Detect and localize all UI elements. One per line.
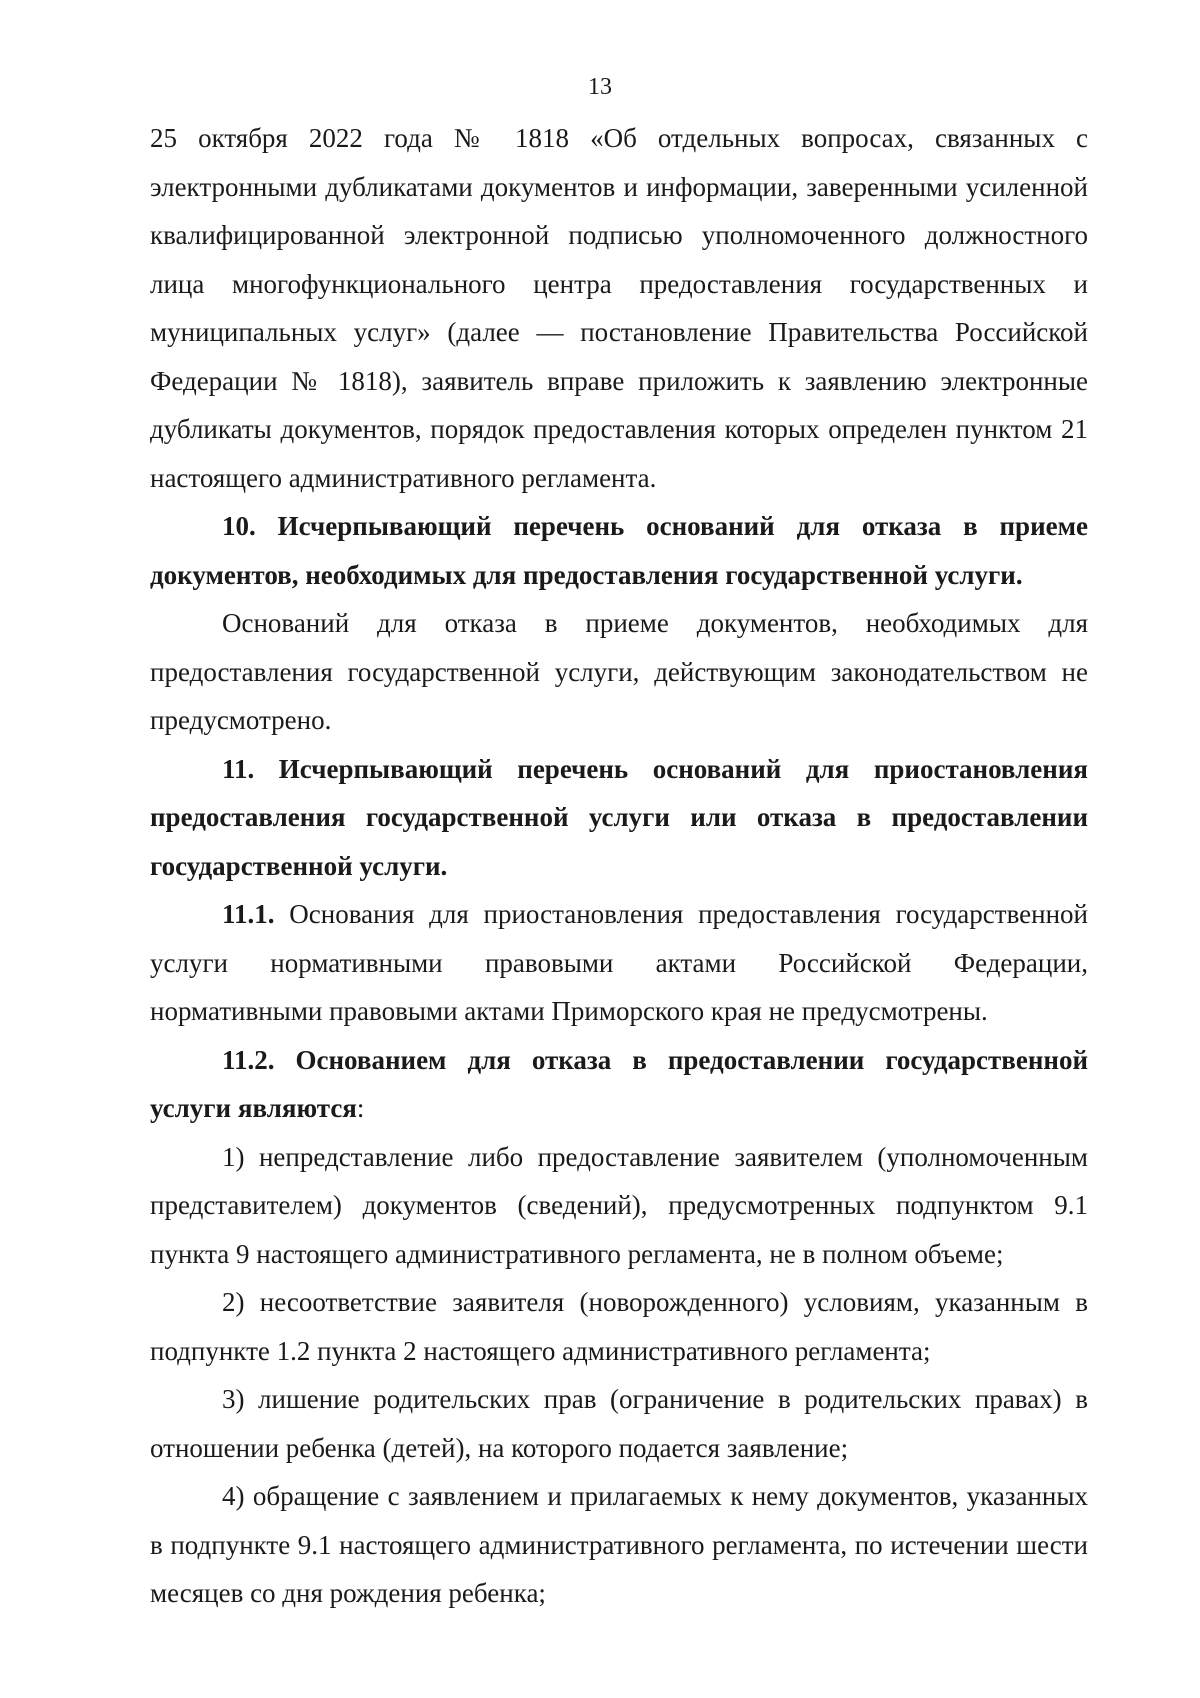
- clause-heading-11-2-tail: :: [356, 1093, 365, 1123]
- clause-number-11-1: 11.1.: [222, 899, 275, 929]
- list-item-4: 4) обращение с заявлением и прилагаемых к нему документов, указанных в подпункте 9.1 настоящего административного регламента, по истечении шести месяцев со дня рождения ребенка;: [150, 1481, 1088, 1608]
- list-item-3: 3) лишение родительских прав (ограничение в родительских правах) в отношении ребенка (детей), на которого подается заявление;: [150, 1384, 1088, 1463]
- paragraph-11-2: [150, 1036, 1088, 1133]
- document-body: [150, 114, 1088, 1618]
- list-item-1: 1) непредставление либо предоставление заявителем (уполномоченным представителем) документов (сведений), предусмотренных подпунктом 9.1 пункта 9 настоящего административного регламента, не в полном объеме;: [150, 1141, 1088, 1269]
- clause-heading-11-2: 11.2. Основанием для отказа в предоставлении государственной услуги являются: [150, 1044, 1088, 1123]
- paragraph-no-refusal-grounds: Оснований для отказа в приеме документов, необходимых для предоставления государственной услуги, действующим законодательством не предусмотрено.: [150, 608, 1088, 735]
- page-number: 13: [588, 74, 612, 100]
- section-heading-11: 11. Исчерпывающий перечень оснований для приостановления предоставления государственной услуги или отказа в предоставлении государственной услуги.: [150, 753, 1088, 881]
- list-item-2: 2) несоответствие заявителя (новорожденного) условиям, указанным в подпункте 1.2 пункта 2 настоящего административного регламента;: [150, 1287, 1088, 1366]
- section-heading-10: 10. Исчерпывающий перечень оснований для отказа в приеме документов, необходимых для предоставления государственной услуги.: [150, 511, 1088, 590]
- paragraph-continuation: 25 октября 2022 года № 1818 «Об отдельных вопросах, связанных с электронными дубликатами документов и информации, заверенными усиленной квалифицированной электронной подписью уполномоченного должностного лица многофункционального центра предоставления государственных и муниципальных услуг» (далее — постановление Правительства Российской Федерации № 1818), заявитель вправе приложить к заявлению электронные дубликаты документов, порядок предоставления которых определен пунктом 21 настоящего административного регламента.: [150, 123, 1088, 493]
- paragraph-11-1: [150, 890, 1088, 1036]
- clause-text-11-1: Основания для приостановления предоставления государственной услуги нормативными правовыми актами Российской Федерации, нормативными правовыми актами Приморского края не предусмотрены.: [150, 899, 1088, 1026]
